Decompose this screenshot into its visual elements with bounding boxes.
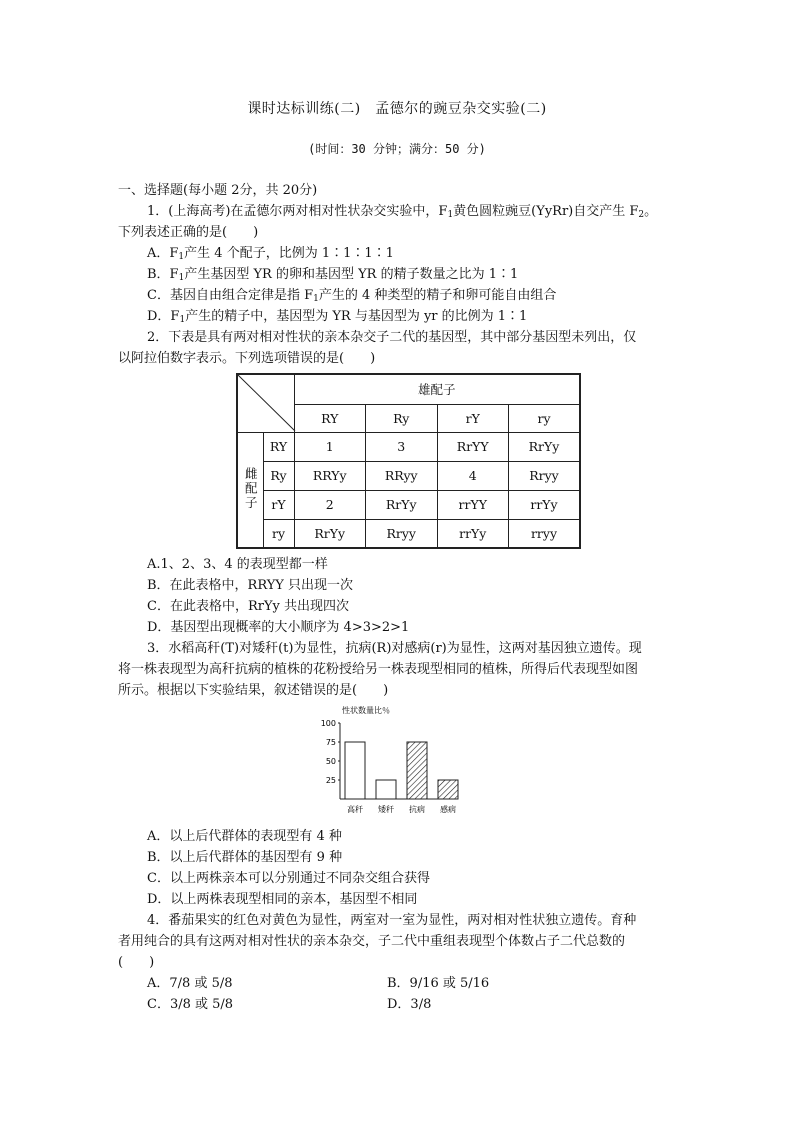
table-cell: RRYy [294, 461, 366, 490]
q1-stem-line1: 1．(上海高考)在孟德尔两对相对性状杂交实验中，$F_1$黄色圆粒豌豆(YyRr)自交产生 $F_2$。 [147, 204, 658, 220]
q4-stem-line2: 者用纯合的具有这两对相对性状的亲本杂交，子二代中重组表现型个体数占子二代总数的 [118, 934, 626, 949]
table-corner-diagonal [237, 374, 294, 432]
x-category-label: 感病 [440, 805, 456, 814]
q1-stem-line2: 下列表述正确的是( ) [118, 225, 259, 240]
bar-0 [345, 742, 365, 799]
q4-option-d: D．3/8 [387, 997, 432, 1012]
x-category-label: 矮秆 [378, 805, 394, 814]
row-header: rY [263, 490, 294, 519]
q1-option-d: D．$F_1$产生的精子中，基因型为 YR 与基因型为 yr 的比例为 1∶1 [147, 309, 528, 325]
col-header: rY [437, 404, 509, 432]
q2-stem-line1: 2．下表是具有两对相对性状的亲本杂交子二代的基因型，其中部分基因型未列出，仅 [147, 330, 637, 345]
q3-stem-line1: 3．水稻高秆(T)对矮秆(t)为显性，抗病(R)对感病(r)为显性，这两对基因独立遗传。现 [147, 641, 642, 656]
q3-option-a: A．以上后代群体的表现型有 4 种 [147, 829, 342, 844]
table-cell: Rryy [366, 519, 438, 548]
q1-option-a: A．$F_1$产生 4 个配子，比例为 1∶1∶1∶1 [147, 246, 394, 262]
table-cell: RrYy [509, 432, 581, 461]
bar-2 [407, 742, 427, 799]
page-subtitle: (时间：30 分钟；满分：50 分) [308, 142, 486, 156]
x-category-label: 抗病 [409, 805, 425, 814]
q4-option-b: B．9/16 或 5/16 [387, 976, 490, 991]
col-header: Ry [366, 404, 438, 432]
q4-stem-line3: ( ) [118, 955, 155, 970]
q4-option-c: C．3/8 或 5/8 [147, 997, 234, 1012]
x-category-label: 高秆 [347, 805, 363, 814]
page-title: 课时达标训练(二) 孟德尔的豌豆杂交实验(二) [247, 101, 547, 117]
q2-stem-line2: 以阿拉伯数字表示。下列选项错误的是( ) [118, 351, 376, 366]
trait-ratio-bar-chart [318, 703, 456, 823]
q3-stem-line3: 所示。根据以下实验结果，叙述错误的是( ) [118, 683, 389, 698]
table-cell: rrYy [437, 519, 509, 548]
row-header: RY [263, 432, 294, 461]
q2-option-c: C．在此表格中，RrYy 共出现四次 [147, 599, 350, 614]
chart-y-label: 性状数量比％ [342, 706, 390, 715]
table-cell: RrYy [366, 490, 438, 519]
y-tick-label: 100 [320, 719, 336, 728]
q2-option-d: D．基因型出现概率的大小顺序为 4>3>2>1 [147, 620, 410, 635]
q3-stem-line2: 将一株表现型为高秆抗病的植株的花粉授给另一株表现型相同的植株，所得后代表现型如图 [118, 662, 639, 677]
col-header: ry [509, 404, 581, 432]
q3-option-b: B．以上后代群体的基因型有 9 种 [147, 850, 343, 865]
table-cell: RRyy [366, 461, 438, 490]
q1-option-b: B．$F_1$产生基因型 YR 的卵和基因型 YR 的精子数量之比为 1∶1 [147, 267, 519, 283]
table-cell: RrYy [294, 519, 366, 548]
y-tick-label: 50 [325, 757, 336, 766]
q3-option-d: D．以上两株表现型相同的亲本，基因型不相同 [147, 892, 418, 907]
male-gamete-header: 雄配子 [294, 374, 580, 404]
female-gamete-header: 雌配子 [237, 432, 263, 548]
section-heading: 一、选择题(每小题 2分，共 20分) [118, 183, 318, 198]
q2-option-a: A.1、2、3、4 的表现型都一样 [147, 557, 328, 572]
table-cell: 1 [294, 432, 366, 461]
q4-option-a: A．7/8 或 5/8 [147, 976, 233, 991]
table-cell: rrYy [509, 490, 581, 519]
table-cell: RrYY [437, 432, 509, 461]
q1-option-c: C．基因自由组合定律是指 $F_1$产生的 4 种类型的精子和卵可能自由组合 [147, 288, 557, 304]
table-cell: Rryy [509, 461, 581, 490]
bar-3 [438, 780, 458, 799]
table-cell: 4 [437, 461, 509, 490]
table-cell: rrYY [437, 490, 509, 519]
q4-stem-line1: 4．番茄果实的红色对黄色为显性，两室对一室为显性，两对相对性状独立遗传。育种 [147, 913, 637, 928]
q3-option-c: C．以上两株亲本可以分别通过不同杂交组合获得 [147, 871, 430, 886]
table-cell: 2 [294, 490, 366, 519]
y-tick-label: 75 [325, 738, 336, 747]
table-cell: rryy [509, 519, 581, 548]
bar-1 [376, 780, 396, 799]
y-tick-label: 25 [325, 776, 336, 785]
q2-option-b: B．在此表格中，RRYY 只出现一次 [147, 578, 354, 593]
col-header: RY [294, 404, 366, 432]
row-header: Ry [263, 461, 294, 490]
genotype-table [236, 373, 581, 549]
row-header: ry [263, 519, 294, 548]
table-cell: 3 [366, 432, 438, 461]
